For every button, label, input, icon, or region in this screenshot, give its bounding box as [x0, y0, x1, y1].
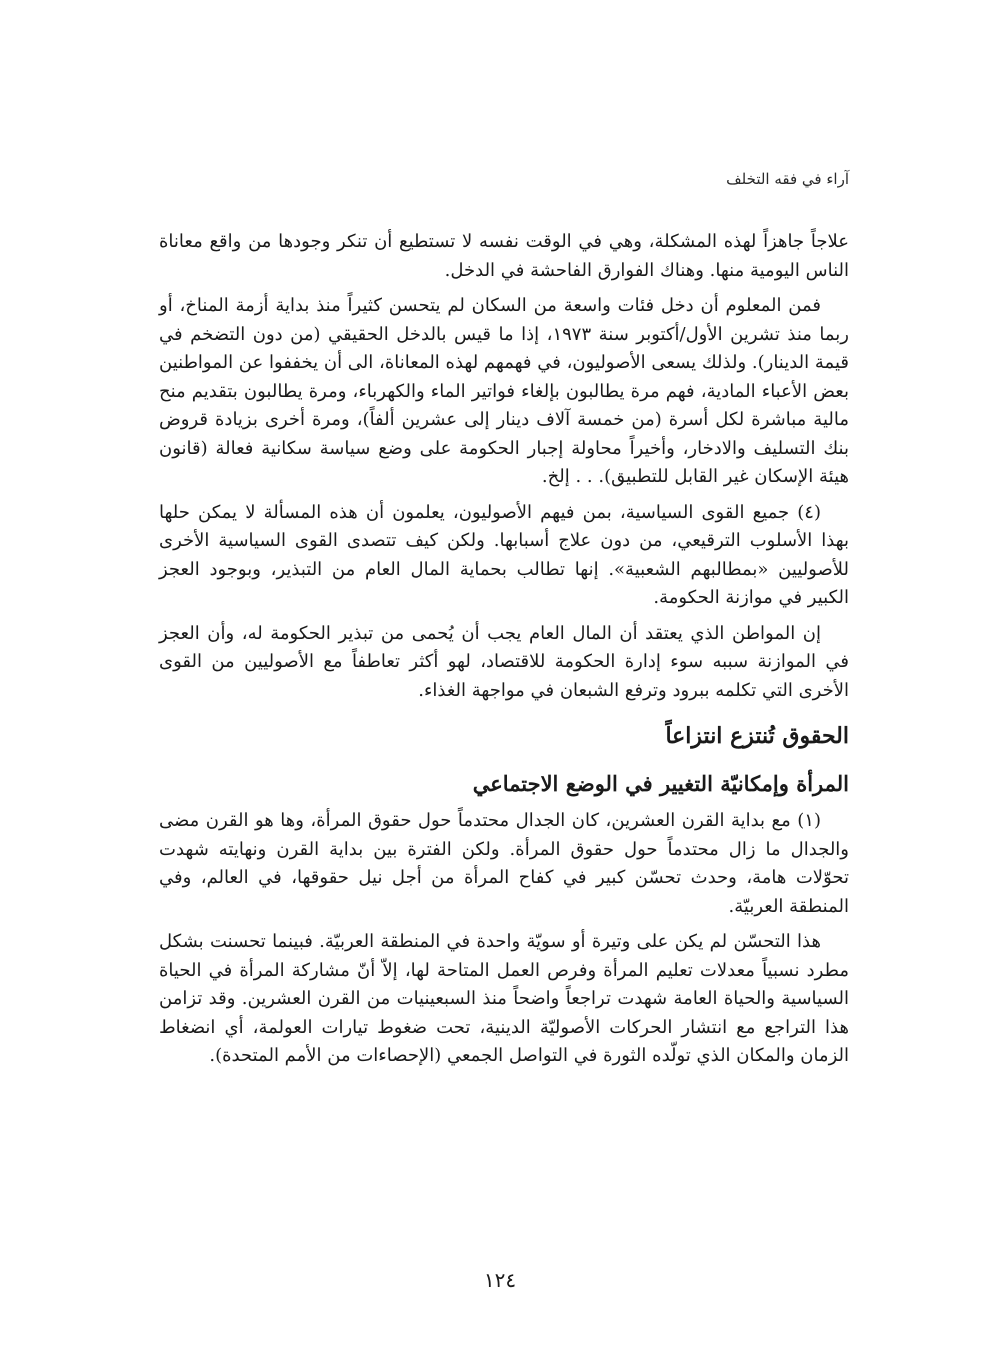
- running-header: آراء في فقه التخلف: [726, 170, 849, 188]
- paragraph: إن المواطن الذي يعتقد أن المال العام يجب أن يُحمى من تبذير الحكومة له، وأن العجز في الموازنة سببه سوء إدارة الحكومة للاقتصاد، لهو أكثر تعاطفاً مع الأصوليين من القوى الأخرى التي تكلمه ببرود وترفع الشبعان في مواجهة الغذاء.: [159, 622, 849, 701]
- paragraph: فمن المعلوم أن دخل فئات واسعة من السكان لم يتحسن كثيراً منذ بداية أزمة المناخ، أو ربما منذ تشرين الأول/أكتوبر سنة ١٩٧٣، إذا ما قيس بالدخل الحقيقي (من دون التضخم في قيمة الدينار). ولذلك يسعى الأصوليون، في فهمهم لهذه المعاناة، الى أن يخففوا عن المواطنين بعض الأعباء المادية، فهم مرة يطالبون بإلغاء فواتير الماء والكهرباء، ومرة يطالبون بتقديم منح مالية مباشرة لكل أسرة (من خمسة آلاف دينار إلى عشرين ألفاً)، ومرة أخرى بزيادة قروض بنك التسليف والادخار، وأخيراً محاولة إجبار الحكومة على وضع سياسة سكانية فعالة (قانون هيئة الإسكان غير القابل للتطبيق). . . إلخ.: [159, 295, 849, 487]
- body-text: [159, 228, 849, 1078]
- subsection-heading: المرأة وإمكانيّة التغيير في الوضع الاجتماعي: [472, 771, 849, 796]
- page-number: ١٢٤: [483, 1268, 517, 1292]
- paragraph: هذا التحسّن لم يكن على وتيرة أو سويّة واحدة في المنطقة العربيّة. فبينما تحسنت بشكل مطرد نسبياً معدلات تعليم المرأة وفرص العمل المتاحة لها، إلاّ أنّ مشاركة المرأة في الحياة السياسية والحياة العامة شهدت تراجعاً واضحاً منذ السبعينيات من القرن العشرين. وقد تزامن هذا التراجع مع انتشار الحركات الأصوليّة الدينية، تحت ضغوط تيارات العولمة، أي انضغاط الزمان والمكان الذي تولّده الثورة في التواصل الجمعي (الإحصاءات من الأمم المتحدة).: [159, 931, 849, 1066]
- paragraph: علاجاً جاهزاً لهذه المشكلة، وهي في الوقت نفسه لا تستطيع أن تنكر وجودها من واقع معاناة الناس اليومية منها. وهناك الفوارق الفاحشة في الدخل.: [159, 231, 849, 281]
- paragraph: (١) مع بداية القرن العشرين، كان الجدال محتدماً حول حقوق المرأة، وها هو القرن مضى والجدال ما زال محتدماً حول حقوق المرأة. ولكن الفترة بين بداية القرن ونهايته شهدت تحوّلات هامة، وحدث تحسّن كبير في كفاح المرأة من أجل نيل حقوقها، في العالم، وفي المنطقة العربيّة.: [159, 810, 849, 917]
- paragraph: (٤) جميع القوى السياسية، بمن فيهم الأصوليون، يعلمون أن هذه المسألة لا يمكن حلها بهذا الأسلوب الترقيعي، من دون علاج أسبابها. ولكن كيف تتصدى القوى السياسية الأخرى للأصوليين «بمطالبهم الشعبية». إنها تطالب بحماية المال العام من التبذير، وبوجود العجز الكبير في موازنة الحكومة.: [159, 501, 849, 608]
- section-heading: الحقوق تُنتزع انتزاعاً: [665, 723, 849, 749]
